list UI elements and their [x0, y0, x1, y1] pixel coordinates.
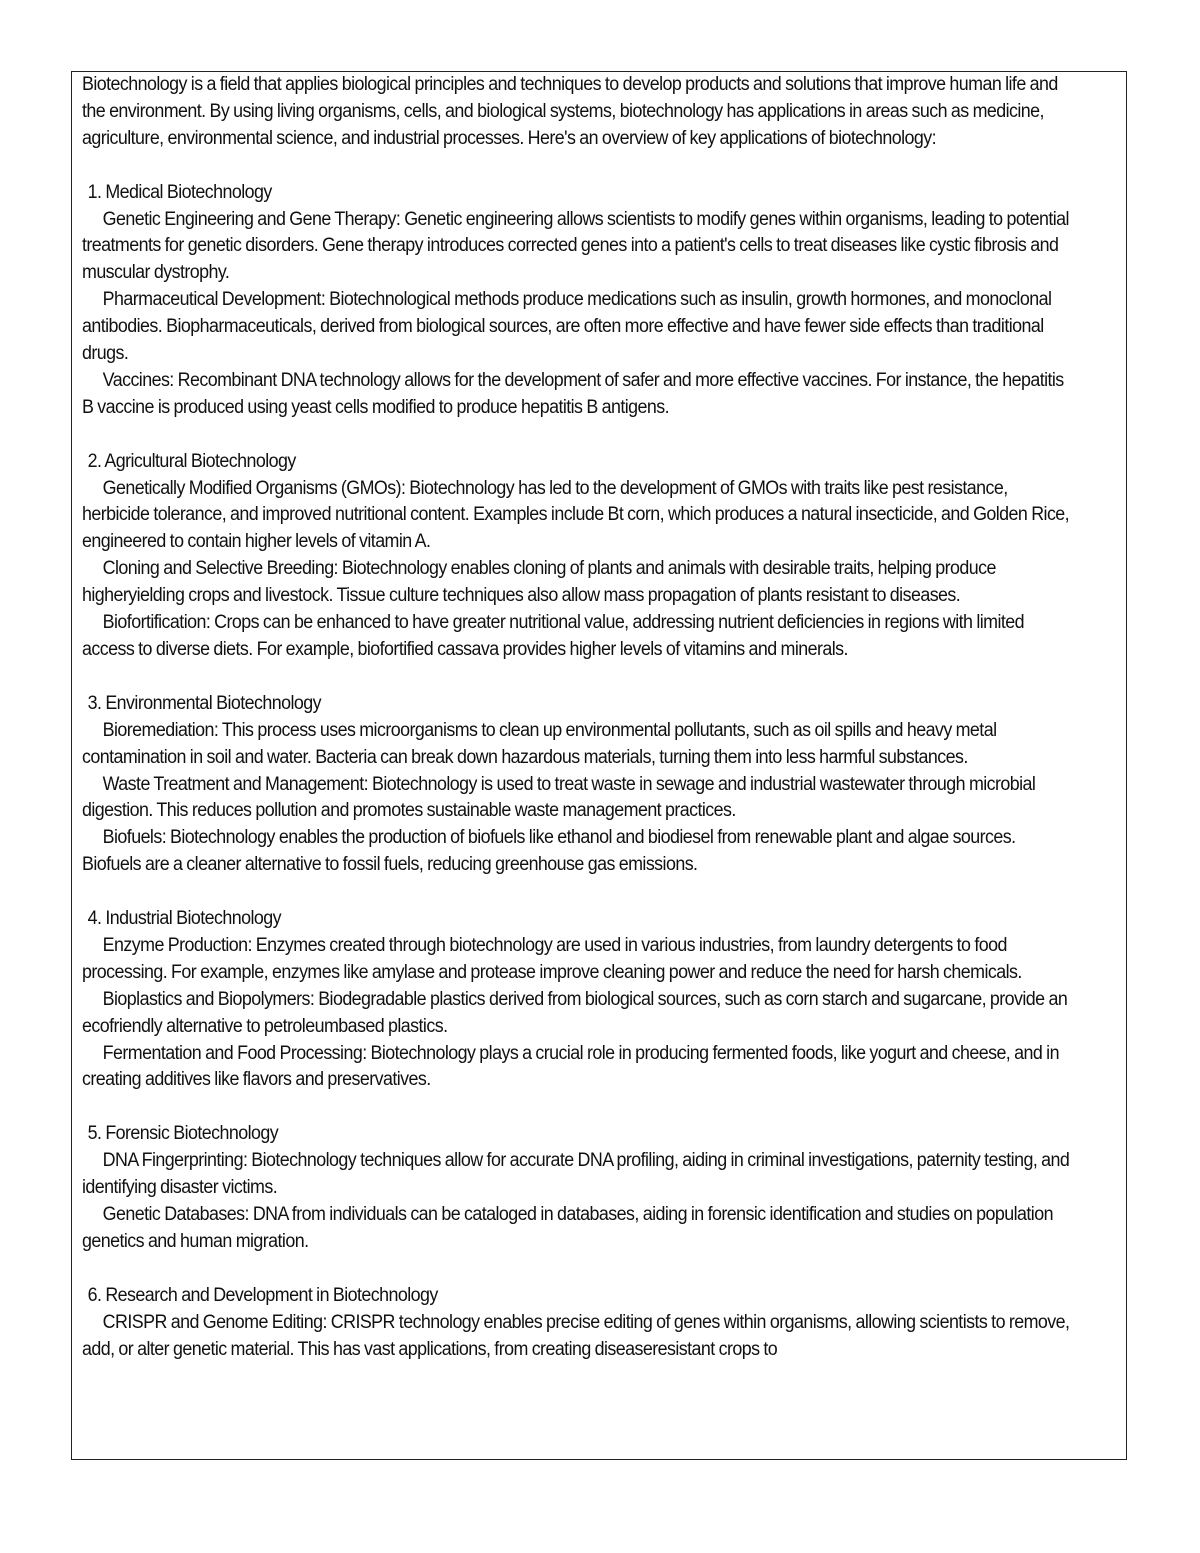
- section-item: DNA Fingerprinting: Biotechnology techniques allow for accurate DNA profiling, aiding in criminal investigations, paternity testing, and identifying disaster victims.: [82, 1150, 1070, 1199]
- section-item: Biofortification: Crops can be enhanced to have greater nutritional value, addressing nutrient deficiencies in regions with limited access to diverse diets. For example, biofortified cassava provides higher levels of vitamins and minerals.: [82, 612, 1024, 660]
- section-industrial: [82, 906, 1078, 1094]
- section-item: Genetically Modified Organisms (GMOs): Biotechnology has led to the development of GMOs with traits like pest resistance, herbicide tolerance, and improved nutritional content. Examples include Bt corn, which produces a natural insecticide, and Golden Rice, engineered to contain higher levels of vitamin A.: [82, 477, 1070, 553]
- section-item: Bioplastics and Biopolymers: Biodegradable plastics derived from biological sources, such as corn starch and sugarcane, provide an ecofriendly alternative to petroleumbased plastics.: [82, 988, 1068, 1037]
- section-item: Enzyme Production: Enzymes created through biotechnology are used in various industries, from laundry detergents to food processing. For example, enzymes like amylase and protease improve cleaning power and reduce the need for harsh chemicals.: [82, 934, 1022, 983]
- section-item: Cloning and Selective Breeding: Biotechnology enables cloning of plants and animals with desirable traits, helping produce higheryielding crops and livestock. Tissue culture techniques also allow mass propagation of plants resistant to diseases.: [82, 558, 996, 607]
- section-item: Fermentation and Food Processing: Biotechnology plays a crucial role in producing fermented foods, like yogurt and cheese, and in creating additives like flavors and preservatives.: [82, 1042, 1059, 1091]
- section-heading: 2. Agricultural Biotechnology: [87, 450, 296, 472]
- section-item: Genetic Engineering and Gene Therapy: Genetic engineering allows scientists to modify genes within organisms, leading to potential treatments for genetic disorders. Gene therapy introduces corrected genes into a patient's cells to treat diseases like cystic fibrosis and muscular dystrophy.: [82, 208, 1069, 284]
- document-body: [82, 72, 1078, 1363]
- section-medical: [82, 180, 1078, 422]
- section-item: Pharmaceutical Development: Biotechnological methods produce medications such as insulin, growth hormones, and monoclonal antibodies. Biopharmaceuticals, derived from biological sources, are often more effective and have fewer side effects than traditional drugs.: [82, 289, 1052, 365]
- section-forensic: [82, 1121, 1078, 1256]
- spacer: [82, 1094, 1078, 1121]
- section-item: Bioremediation: This process uses microorganisms to clean up environmental pollutants, such as oil spills and heavy metal contamination in soil and water. Bacteria can break down hazardous materials, turning them into less harmful substances.: [82, 719, 997, 768]
- section-item: Biofuels: Biotechnology enables the production of biofuels like ethanol and biodiesel from renewable plant and algae sources. Biofuels are a cleaner alternative to fossil fuels, reducing greenhouse gas emissions.: [82, 827, 1016, 876]
- document-frame: [71, 71, 1127, 1460]
- intro-paragraph: Biotechnology is a field that applies biological principles and techniques to develop products and solutions that improve human life and the environment. By using living organisms, cells, and biological systems, biotechnology has applications in areas such as medicine, agriculture, environmental science, and industrial processes. Here's an overview of key applications of biotechnology:: [82, 74, 1058, 149]
- section-research: [82, 1283, 1078, 1364]
- spacer: [82, 153, 1078, 180]
- section-heading: 5. Forensic Biotechnology: [87, 1123, 279, 1145]
- section-heading: 6. Research and Development in Biotechnology: [87, 1284, 438, 1306]
- section-item: Genetic Databases: DNA from individuals can be cataloged in databases, aiding in forensic identification and studies on population genetics and human migration.: [82, 1203, 1053, 1252]
- section-heading: 3. Environmental Biotechnology: [87, 692, 321, 714]
- section-item: Vaccines: Recombinant DNA technology allows for the development of safer and more effective vaccines. For instance, the hepatitis B vaccine is produced using yeast cells modified to produce hepatitis B antigens.: [82, 369, 1064, 418]
- spacer: [82, 422, 1078, 449]
- section-item: CRISPR and Genome Editing: CRISPR technology enables precise editing of genes within organisms, allowing scientists to remove, add, or alter genetic material. This has vast applications, from creating diseaseresistant crops to: [82, 1311, 1070, 1360]
- section-item: Waste Treatment and Management: Biotechnology is used to treat waste in sewage and industrial wastewater through microbial digestion. This reduces pollution and promotes sustainable waste management practices.: [82, 773, 1036, 822]
- spacer: [82, 664, 1078, 691]
- section-agricultural: [82, 449, 1078, 664]
- section-heading: 1. Medical Biotechnology: [87, 181, 272, 203]
- spacer: [82, 879, 1078, 906]
- section-environmental: [82, 691, 1078, 879]
- spacer: [82, 1256, 1078, 1283]
- section-heading: 4. Industrial Biotechnology: [87, 908, 281, 930]
